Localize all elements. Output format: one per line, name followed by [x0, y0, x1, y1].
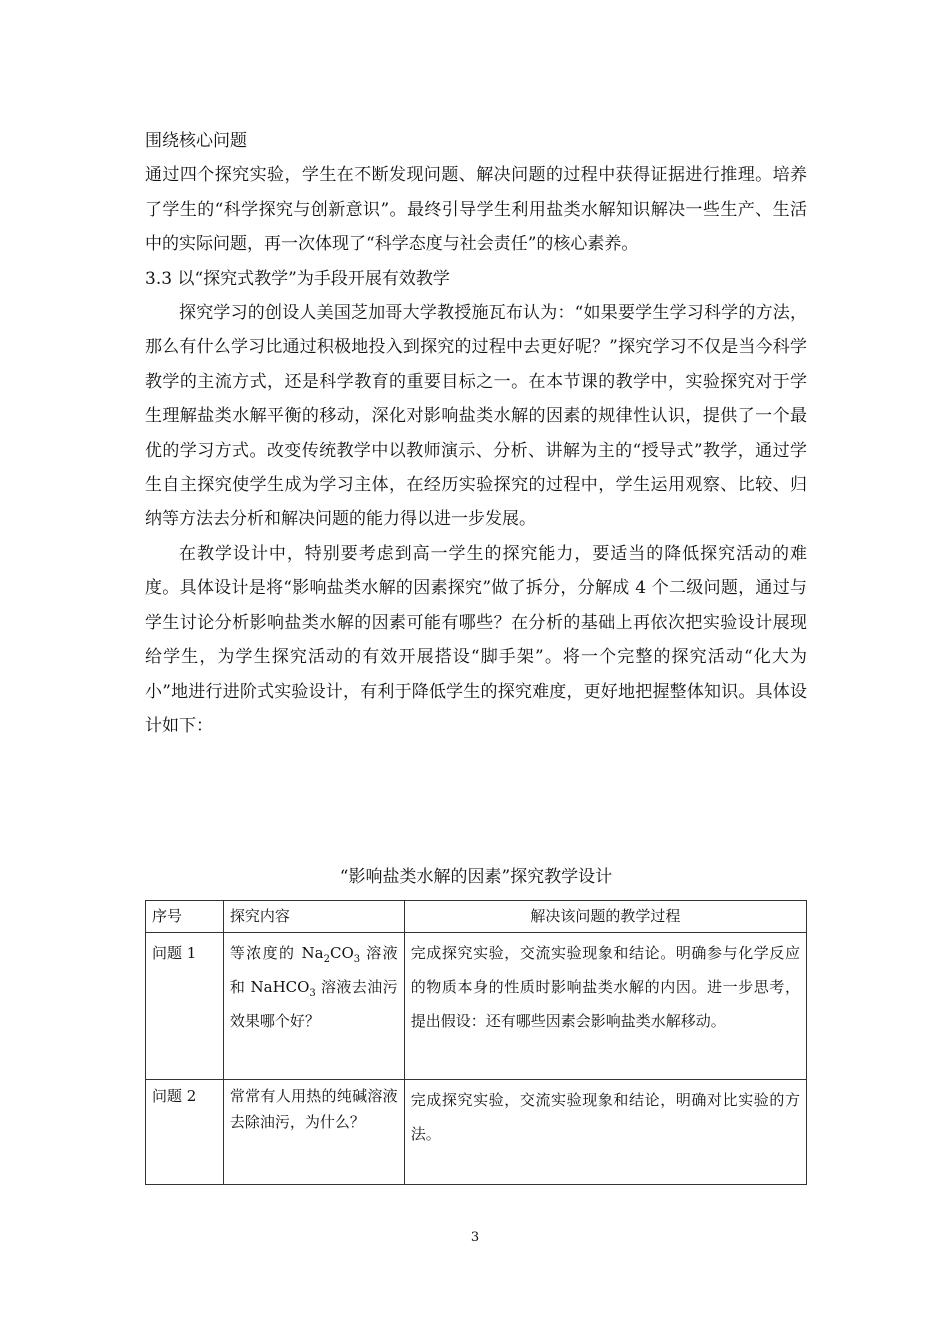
page-number: 3 — [470, 1230, 480, 1245]
inquiry-design-table — [145, 900, 807, 1185]
heading-core-problem: 围绕核心问题 — [145, 131, 247, 151]
table-caption: “影响盐类水解的因素”探究教学设计 — [339, 867, 613, 887]
row-1-id: 问题 1 — [146, 933, 224, 1080]
row-2-content: 常常有人用热的纯碱溶液去除油污，为什么？ — [223, 1080, 404, 1185]
row-1-process: 完成探究实验，交流实验现象和结论。明确参与化学反应的物质本身的性质时影响盐类水解的内因。进一步思考，提出假设：还有哪些因素会影响盐类水解移动。 — [404, 933, 806, 1080]
row-2-id: 问题 2 — [146, 1080, 224, 1185]
row-1-subscript: 3 — [353, 954, 361, 965]
row-1-content-text: 溶液和 NaHCO — [229, 944, 398, 996]
paragraph-inquiry-learning: 探究学习的创设人美国芝加哥大学教授施瓦布认为：“如果要学生学习科学的方法，那么有什么学习比通过积极地投入到探究的过程中去更好呢？”探究学习不仅是当今科学教学的主流方式，还是科学教育的重要目标之一。在本节课的教学中，实验探究对于学生理解盐类水解平衡的移动，深化对影响盐类水解的因素的规律性认识，提供了一个最优的学习方式。改变传统教学中以教师演示、分析、讲解为主的“授导式”教学，通过学生自主探究使学生成为学习主体，在经历实验探究的过程中，学生运用观察、比较、归纳等方法去分析和解决问题的能力得以进一步发展。 — [145, 303, 807, 530]
table-row — [146, 1080, 807, 1185]
row-1-content-text: 溶液去油污效果哪个好？ — [229, 978, 398, 1030]
row-1-content-text: 等浓度的 Na — [229, 944, 324, 962]
paragraph-teaching-design: 在教学设计中，特别要考虑到高一学生的探究能力，要适当的降低探究活动的难度。具体设计是将“影响盐类水解的因素探究”做了拆分，分解成 4 个二级问题，通过与学生讨论分析影响盐类水解的因素可能有哪些？在分析的基础上再依次把实验设计展现给学生，为学生探究活动的有效开展搭设“脚手架”。将一个完整的探究活动“化大为小”地进行进阶式实验设计，有利于降低学生的探究难度，更好地把握整体知识。具体设计如下： — [145, 543, 807, 736]
header-process: 解决该问题的教学过程 — [404, 901, 806, 933]
table-header-row — [146, 901, 807, 933]
row-1-content — [223, 933, 404, 1080]
header-content: 探究内容 — [223, 901, 404, 933]
paragraph-core-literacy: 通过四个探究实验，学生在不断发现问题、解决问题的过程中获得证据进行推理。培养了学生的“科学探究与创新意识”。最终引导学生利用盐类水解知识解决一些生产、生活中的实际问题，再一次体现了“科学态度与社会责任”的核心素养。 — [145, 165, 807, 255]
row-1-subscript: 3 — [309, 988, 316, 999]
row-1-subscript: 2 — [323, 954, 330, 965]
section-heading-3-3: 3.3 以“探究式教学”为手段开展有效教学 — [145, 268, 450, 289]
body-text — [145, 124, 807, 743]
header-index: 序号 — [146, 901, 224, 933]
row-2-process: 完成探究实验，交流实验现象和结论，明确对比实验的方法。 — [404, 1080, 806, 1185]
row-1-content-text: CO — [330, 944, 354, 962]
table-row — [146, 933, 807, 1080]
